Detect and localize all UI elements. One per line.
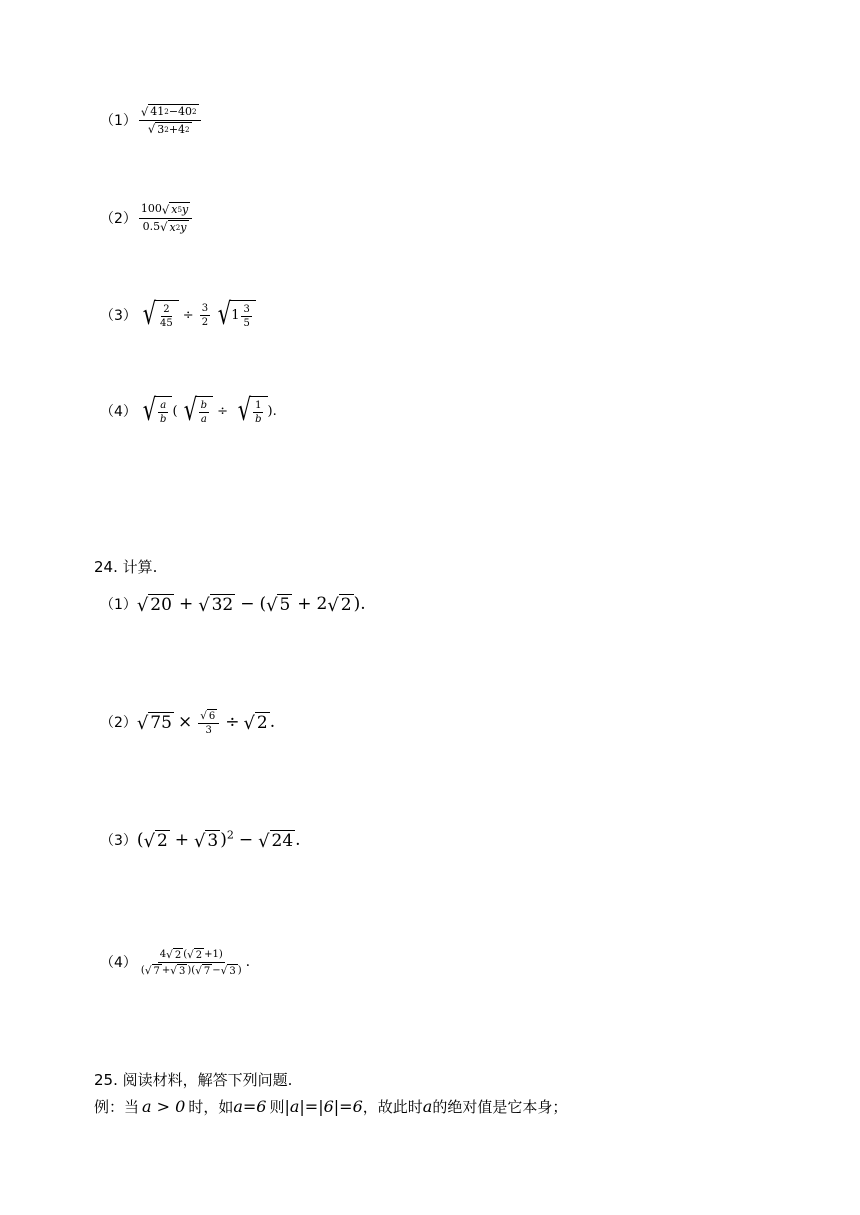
q23-item-4	[100, 388, 277, 434]
fraction: √ 41 2 −40 2 √ 3 2 +4 2	[139, 104, 201, 135]
item-label: （3）	[100, 833, 137, 849]
example-text-2: 则	[269, 1098, 285, 1116]
item-label: （2）	[100, 211, 137, 227]
example-equation: a=6	[233, 1097, 267, 1116]
expression: √ $\frac{a}{b}$ ( √ $\frac{b}{a}$ ÷ √ $\frac{1}{b}$ ).	[142, 393, 277, 428]
q25-example	[94, 1096, 567, 1117]
expression: ( √ 2 + √ 3 )$^2$ − √ 24 .	[136, 828, 301, 852]
item-label: （3）	[100, 308, 137, 324]
expression: √ 20 + √ 32 − ( √ 5 + 2 √ 2 ).	[136, 594, 366, 616]
example-prefix: 例：当	[94, 1098, 140, 1116]
example-variable: a	[422, 1097, 433, 1116]
q24-item-3	[100, 827, 301, 853]
item-label: （1）	[100, 113, 137, 129]
expression: √ $\frac{2}{45}$ ÷ $\frac{3}{2}$ √ 1 $\frac{3}{5}$	[137, 300, 256, 330]
q23-item-2	[100, 198, 194, 238]
q24-item-2	[100, 702, 275, 742]
example-text-3: ，故此时	[362, 1098, 423, 1116]
q23-item-3	[100, 292, 256, 338]
q24-item-4	[100, 942, 250, 982]
example-text-1: 时，如	[188, 1098, 234, 1116]
item-label: （4）	[100, 955, 137, 971]
example-absolute-value: |a|=|6|=6	[284, 1097, 363, 1116]
expression: 4 √ 2 ( √ 2 +1) ( √ 7 + √ 3 )( √ 7 − √ 3 ) .	[140, 948, 251, 977]
q24-item-1	[100, 591, 366, 617]
fraction: 100 √ x 5 y 0.5 √ x 2 y	[139, 202, 192, 233]
item-label: （2）	[100, 715, 137, 731]
expression: √ 75 × √ 6 3 ÷ √ 2 .	[136, 710, 276, 736]
q24-title: 24. 计算.	[94, 558, 158, 576]
item-label: （1）	[100, 597, 137, 613]
item-label: （4）	[100, 404, 137, 420]
q25-title: 25. 阅读材料，解答下列问题.	[94, 1071, 293, 1089]
q23-item-1	[100, 100, 203, 140]
example-condition: a > 0	[142, 1097, 186, 1116]
example-suffix: 的绝对值是它本身；	[432, 1098, 568, 1116]
